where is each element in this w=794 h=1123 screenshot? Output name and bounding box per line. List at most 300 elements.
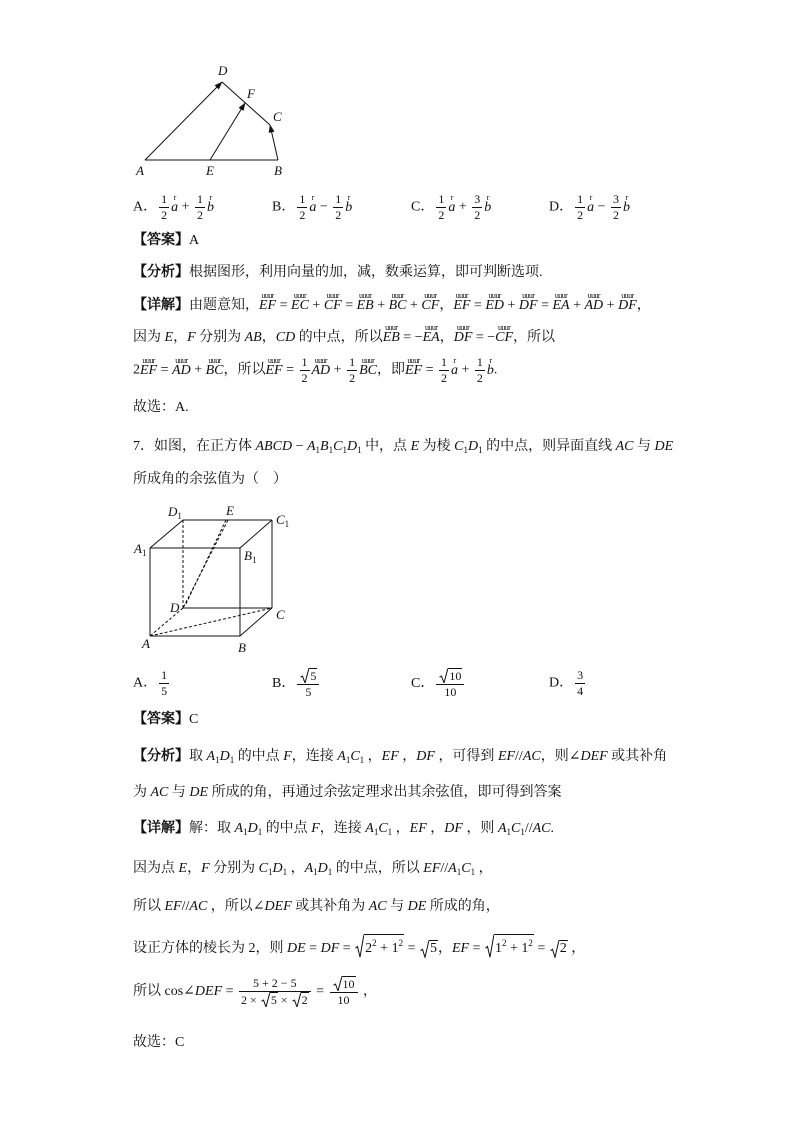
fraction-denominator	[436, 685, 464, 700]
text-run: 设正方体的棱长为 2，则	[133, 941, 287, 956]
vector	[618, 291, 637, 314]
power-exponent: 2	[372, 938, 377, 948]
text-run: =	[276, 298, 292, 313]
text-run: +	[178, 199, 194, 215]
label-C1: $C_1$	[276, 512, 290, 529]
text-run: //	[515, 749, 523, 764]
text-run: 中，点	[361, 439, 411, 454]
fraction	[439, 355, 449, 386]
text-run: 2	[577, 208, 584, 222]
section-label: 【详解】	[133, 821, 189, 836]
subscripted-variable	[307, 437, 320, 460]
power-exponent: 2	[501, 938, 507, 948]
math-variable: DEF	[580, 749, 608, 764]
text-run: ，即	[376, 362, 405, 378]
text-run: −	[316, 199, 332, 215]
vector	[453, 323, 473, 346]
radicand	[309, 668, 317, 683]
power-base: 1	[494, 941, 502, 956]
text-run: 为	[133, 785, 151, 800]
text-run: =	[222, 984, 238, 1000]
vector	[172, 355, 191, 379]
text-run: 1	[577, 192, 584, 206]
square-root	[292, 992, 309, 1007]
text-run: +	[373, 298, 389, 313]
text-run: ，	[475, 861, 493, 876]
text-run: =	[404, 941, 419, 956]
text-run: +	[406, 298, 422, 313]
vector-letters: BC	[388, 298, 407, 313]
vector-arrow-mark: uuur	[407, 355, 420, 365]
label-F: F	[247, 86, 255, 101]
label-D1: $D_1$	[168, 504, 182, 521]
variable-base: A	[306, 439, 316, 454]
q6-detail-line-2	[133, 323, 556, 348]
edge-CB	[240, 608, 272, 636]
subscripted-variable	[350, 747, 364, 770]
radicand	[301, 992, 309, 1007]
square-root	[300, 668, 317, 683]
text-run: A．	[133, 675, 158, 691]
q7-stem-line-1	[133, 437, 673, 460]
text-run: 因为	[133, 330, 165, 345]
power-base: 1	[521, 941, 529, 956]
radical-sign-icon	[355, 934, 364, 958]
fraction-denominator	[611, 208, 621, 223]
text-run: 所以	[133, 899, 165, 914]
power	[365, 938, 377, 956]
text-run: 2	[161, 208, 168, 222]
vector-arrow-mark: uuur	[361, 355, 375, 365]
variable-base: B	[320, 439, 329, 454]
text-run: ，	[567, 941, 586, 956]
text-run: 5	[161, 684, 168, 698]
text-run: +	[330, 362, 346, 378]
variable-subscript: 1	[229, 755, 235, 765]
variable-base: D	[346, 439, 358, 454]
text-run: 根据图形，利用向量的加，减，数乘运算，即可判断选项.	[189, 265, 543, 280]
variable-base: D	[272, 861, 283, 876]
vector	[311, 355, 331, 379]
fraction-numerator	[239, 976, 311, 992]
vector-arrow-mark: uuur	[385, 323, 398, 332]
text-run: 2	[613, 208, 620, 222]
vector-arrow-mark: r	[489, 355, 492, 365]
vector-arrow-mark: uuur	[314, 355, 327, 365]
vector-letters: a	[171, 199, 179, 215]
vector-arrow-mark: uuur	[488, 291, 501, 300]
text-run: 2	[438, 208, 445, 222]
text-run: 分别为	[209, 861, 259, 876]
variable-base: D	[467, 439, 479, 454]
fraction-denominator	[333, 208, 343, 223]
text-run: 10	[444, 685, 457, 699]
text-run: ，	[261, 330, 276, 345]
fraction-denominator	[475, 371, 485, 386]
subscripted-variable	[498, 819, 511, 842]
vector-letters: a	[309, 199, 317, 215]
text-run: ×	[277, 993, 291, 1007]
text-run: =	[422, 362, 437, 378]
q6-detail-line-1	[133, 291, 651, 316]
power	[521, 938, 533, 956]
vector	[259, 291, 277, 314]
text-run: 或其补角为	[291, 899, 369, 914]
vector-letters: EB	[382, 330, 400, 345]
power	[391, 938, 404, 956]
fraction	[297, 668, 319, 700]
text-run: 7．如图，在正方体	[133, 439, 256, 454]
q6-option-d	[549, 192, 630, 223]
fraction	[159, 668, 169, 699]
text-run: ，	[437, 941, 452, 956]
fraction-denominator	[330, 993, 358, 1008]
fraction-denominator	[347, 371, 357, 386]
vector-letters: EF	[259, 298, 277, 313]
square-root	[439, 668, 462, 683]
vector-arrow-mark: uuur	[425, 323, 438, 332]
fraction-numerator	[611, 192, 621, 208]
q6-option-b	[272, 192, 352, 223]
label-B: B	[238, 640, 246, 655]
quadrilateral-figure	[130, 60, 300, 182]
text-run: //	[524, 821, 533, 836]
vector-letters: b	[207, 199, 215, 215]
variable-base: C	[461, 861, 471, 876]
radical-sign-icon	[420, 940, 429, 958]
vector-arrow-mark: r	[311, 192, 314, 202]
text-run: 1	[197, 192, 204, 206]
vector-arrow-mark: uuur	[497, 323, 511, 332]
text-run: ，则∠	[540, 749, 581, 764]
vector-letters: b	[486, 362, 494, 378]
text-run: −	[292, 439, 307, 454]
fraction	[195, 192, 205, 223]
vector-arrow-mark: uuur	[522, 291, 535, 300]
vector	[382, 323, 400, 346]
text-run: 1	[349, 355, 356, 369]
section-label: 【详解】	[133, 298, 189, 313]
fraction-numerator	[575, 668, 585, 684]
variable-base: D	[247, 821, 258, 836]
vector	[448, 192, 456, 216]
label-E: E	[226, 503, 234, 518]
math-variable: F	[311, 821, 320, 836]
text-run: ，所以	[223, 362, 266, 378]
vector-arrow-mark: uuur	[587, 291, 600, 300]
text-run: 1	[301, 355, 308, 369]
variable-subscript: 1	[313, 867, 318, 877]
text-run: 2	[349, 371, 356, 385]
power-base: 1	[391, 941, 399, 956]
variable-base: C	[378, 821, 388, 836]
math-variable: AC	[150, 785, 169, 800]
subscripted-variable	[448, 859, 461, 882]
vector-arrow-mark: uuur	[359, 291, 372, 300]
fraction-numerator	[159, 192, 169, 208]
vector	[171, 192, 179, 216]
label-E: E	[206, 163, 214, 178]
text-run: 5	[305, 685, 312, 699]
q7-analysis-line-1	[133, 747, 667, 770]
math-variable: AC	[522, 749, 541, 764]
text-run: .	[550, 821, 555, 836]
radical-sign-icon	[261, 992, 270, 1007]
vector	[484, 192, 492, 216]
vector-AD	[145, 82, 222, 160]
math-variable: ABCD	[255, 439, 293, 454]
text-run: +	[603, 298, 619, 313]
subscripted-variable	[305, 859, 318, 882]
vector-arrow-mark: uuur	[424, 291, 437, 300]
text-run: 2	[133, 362, 140, 378]
text-run: +	[569, 298, 585, 313]
segment-DC	[222, 82, 270, 125]
variable-subscript: 1	[456, 867, 462, 877]
text-run: 5 + 2 − 5	[253, 976, 297, 990]
vector	[587, 192, 595, 216]
fraction-denominator	[195, 208, 205, 223]
segment-AC	[150, 608, 272, 636]
subscripted-variable	[248, 819, 263, 842]
power-base: 2	[365, 941, 373, 956]
text-run: B．	[272, 676, 296, 692]
text-run: 因为点	[133, 861, 179, 876]
q6-answer	[133, 231, 199, 251]
text-run: 1	[161, 192, 168, 206]
q7-analysis-line-2	[133, 783, 562, 803]
vector-arrow-mark: uuur	[267, 355, 281, 365]
math-variable: DF	[444, 821, 463, 836]
text-run: =	[469, 941, 484, 956]
radicand	[448, 668, 462, 683]
subscripted-variable	[454, 437, 468, 460]
fraction-numerator	[575, 192, 585, 208]
vector-letters: b	[623, 199, 631, 215]
text-run: = −	[472, 330, 496, 345]
text-run: ，所以	[513, 330, 556, 345]
math-variable: AB	[244, 330, 262, 345]
subscripted-variable	[378, 819, 392, 842]
segment-ED-shadow	[185, 520, 226, 606]
vector-letters: EF	[453, 298, 471, 313]
text-run: 4	[577, 684, 584, 698]
text-run: 2	[335, 208, 342, 222]
variable-subscript: 1	[267, 867, 273, 877]
vector	[495, 323, 514, 346]
text-run: +	[455, 199, 471, 215]
text-run: 3	[577, 668, 584, 682]
variable-base: D	[317, 861, 328, 876]
vector-letters: CF	[323, 298, 342, 313]
fraction	[347, 355, 357, 386]
vector-arrow-mark: r	[453, 355, 456, 365]
vector	[518, 291, 538, 314]
text-run: =	[305, 941, 321, 956]
square-root	[355, 934, 404, 958]
radical-sign-icon	[333, 976, 342, 991]
label-A1: $A_1$	[134, 541, 147, 558]
subscripted-variable	[220, 747, 235, 770]
vector-letters: DF	[453, 330, 473, 345]
text-run: 10	[449, 669, 462, 683]
text-run: 5	[270, 993, 277, 1007]
math-variable: AC	[189, 899, 208, 914]
vector-letters: EB	[356, 298, 374, 313]
variable-subscript: 1	[327, 867, 333, 877]
math-variable: DE	[287, 941, 306, 956]
text-run: 的中点	[234, 749, 284, 764]
variable-base: C	[258, 861, 268, 876]
text-run: 所成的角，	[426, 899, 500, 914]
text-run: =	[537, 298, 553, 313]
subscripted-variable	[259, 859, 273, 882]
text-run: C．	[411, 199, 435, 215]
text-run: B．	[272, 199, 296, 215]
vector	[450, 355, 458, 379]
variable-subscript: 1	[520, 827, 525, 837]
fraction-numerator	[475, 355, 485, 371]
vector-letters: b	[484, 199, 492, 215]
vector-arrow-mark: uuur	[142, 355, 155, 365]
text-run: 1	[440, 355, 447, 369]
text-run: 2	[301, 993, 308, 1007]
q6-choose	[133, 398, 189, 418]
math-variable: AC	[615, 439, 634, 454]
math-variable: EF	[423, 861, 441, 876]
subscripted-variable	[511, 819, 525, 842]
fraction	[575, 668, 585, 699]
text-run: 2	[559, 941, 567, 956]
text-run: 3	[613, 192, 620, 206]
text-run: ，连接	[291, 749, 338, 764]
label-A: A	[142, 636, 150, 651]
variable-base: A	[206, 749, 216, 764]
math-variable: DE	[189, 785, 209, 800]
vector-letters: a	[448, 199, 456, 215]
text-run: =	[341, 298, 357, 313]
variable-base: A	[234, 821, 244, 836]
label-B1: $B_1$	[244, 548, 257, 565]
vector-letters: EF	[140, 362, 158, 378]
vector-arrow-mark: r	[173, 192, 176, 202]
variable-subscript: 1	[342, 445, 347, 455]
fraction-numerator	[195, 192, 205, 208]
variable-subscript: 1	[373, 827, 379, 837]
text-run: D．	[549, 675, 574, 691]
fraction-numerator	[330, 976, 358, 993]
q6-option-a	[133, 192, 214, 223]
vector-arrow-mark: r	[450, 192, 453, 202]
vector	[309, 192, 317, 216]
vector-letters: AD	[172, 362, 191, 378]
variable-subscript: 1	[357, 445, 362, 455]
vector-letters: CF	[421, 298, 440, 313]
variable-subscript: 1	[328, 445, 334, 455]
text-run: 2	[301, 371, 308, 385]
q7-option-d	[549, 668, 587, 699]
subscripted-variable	[333, 437, 347, 460]
text-run: //	[440, 861, 449, 876]
text-run: ，	[187, 861, 202, 876]
text-run: ，	[359, 984, 377, 1000]
q7-answer	[133, 710, 198, 730]
vector	[140, 355, 158, 379]
math-variable: EF	[409, 821, 427, 836]
fraction-numerator	[436, 668, 464, 685]
vector-arrow-mark: uuur	[208, 355, 221, 365]
variable-subscript: 1	[243, 827, 248, 837]
variable-subscript: 1	[359, 755, 365, 765]
text-run: 5	[429, 941, 437, 956]
vector-arrow-mark: uuur	[261, 291, 274, 300]
fraction-numerator	[297, 668, 319, 685]
section-label: 【答案】	[133, 233, 189, 248]
subscripted-variable	[337, 747, 350, 770]
vector-letters: BC	[205, 362, 224, 378]
fraction-numerator	[300, 355, 310, 371]
cube-figure	[130, 500, 300, 660]
fraction-numerator	[297, 192, 307, 208]
text-run: 1	[438, 192, 445, 206]
fraction	[575, 192, 585, 223]
text-run: =	[157, 362, 173, 378]
text-run: ，连接	[319, 821, 366, 836]
radical-sign-icon	[292, 992, 301, 1007]
q6-option-c	[411, 192, 491, 223]
vector-arrow-mark: uuur	[621, 291, 634, 300]
text-run: +	[504, 298, 519, 313]
vector	[265, 355, 283, 379]
fraction-numerator	[472, 192, 482, 208]
radical-sign-icon	[485, 934, 494, 958]
math-variable: DEF	[264, 899, 292, 914]
q7-choose	[133, 1033, 184, 1053]
variable-base: A	[304, 861, 314, 876]
fraction-numerator	[436, 192, 446, 208]
text-run: +	[308, 298, 324, 313]
math-variable: F	[283, 749, 292, 764]
text-run: ，	[426, 821, 445, 836]
vector-arrow-mark: r	[347, 192, 350, 202]
text-run: 分别为	[195, 330, 245, 345]
vector-letters: EF	[404, 362, 423, 378]
text-run: 1	[335, 192, 342, 206]
fraction	[159, 192, 169, 223]
fraction	[475, 355, 485, 386]
text-run: 2	[299, 208, 306, 222]
vector	[552, 291, 570, 314]
text-run: 与	[168, 785, 190, 800]
radicand	[429, 940, 438, 958]
vector	[422, 323, 440, 346]
fraction	[330, 976, 358, 1008]
fraction-denominator	[297, 208, 307, 223]
text-run: ，	[173, 330, 188, 345]
text-run: 所成的角，再通过余弦定理求出其余弦值，即可得到答案	[208, 785, 562, 800]
fraction	[611, 192, 621, 223]
vector	[453, 291, 471, 314]
radicand	[342, 976, 356, 991]
vector	[388, 291, 407, 314]
fraction-denominator	[300, 371, 310, 386]
fraction	[239, 976, 311, 1008]
vector-letters: ED	[485, 298, 504, 313]
text-run: +	[190, 362, 206, 378]
q7-option-b	[272, 668, 321, 700]
vector-arrow-mark: uuur	[554, 291, 568, 300]
radical-sign-icon	[300, 668, 309, 683]
